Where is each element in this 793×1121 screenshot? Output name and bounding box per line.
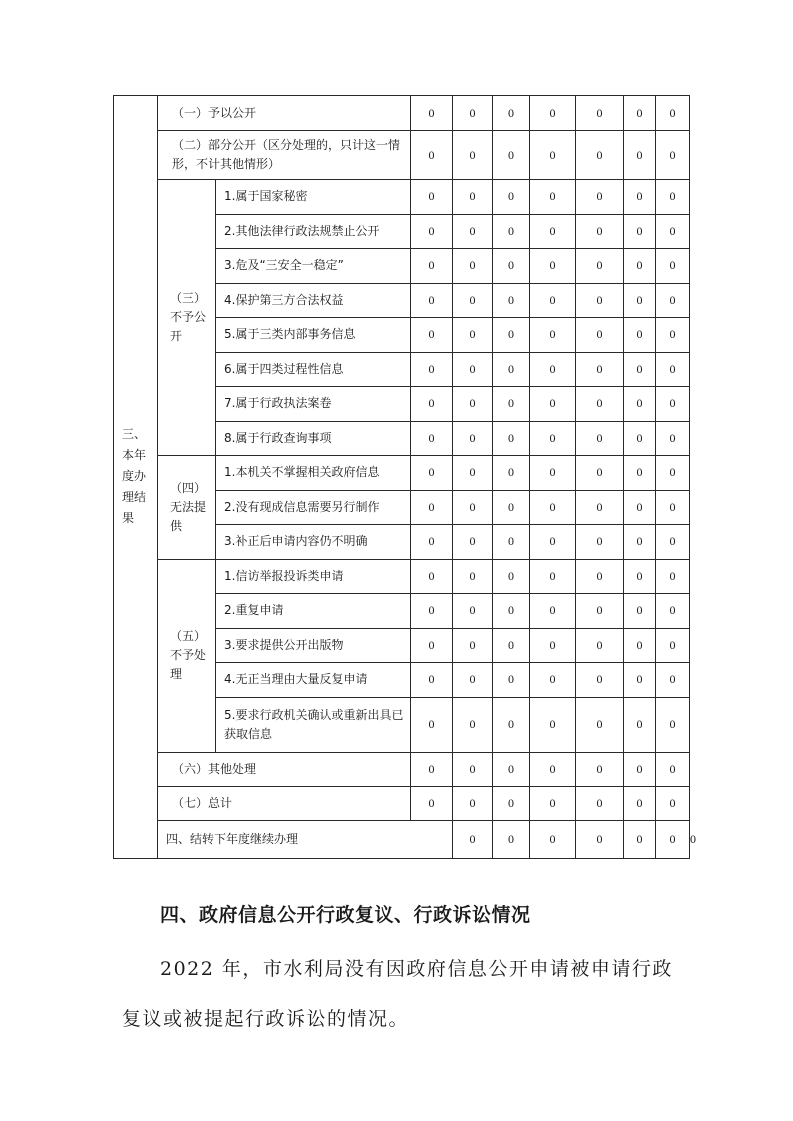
value-cell: 0: [656, 628, 690, 663]
value-cell: 0: [576, 318, 624, 353]
sub-item-label: 1.信访举报投诉类申请: [216, 559, 411, 594]
sub-item-label: 5.要求行政机关确认或重新出具已获取信息: [216, 697, 411, 752]
value-cell: 0: [656, 525, 690, 560]
value-cell: 0: [530, 131, 576, 180]
value-cell: 0: [624, 752, 656, 786]
group-label: （四）无法提供: [158, 456, 216, 560]
value-cell: 0: [530, 559, 576, 594]
value-cell: 0: [656, 490, 690, 525]
value-cell: 0: [411, 490, 453, 525]
value-cell: 0: [656, 421, 690, 456]
sub-item-label: 1.本机关不掌握相关政府信息: [216, 456, 411, 491]
value-cell: 0: [493, 525, 530, 560]
value-cell: 0: [656, 456, 690, 491]
value-cell: 0: [493, 131, 530, 180]
value-cell: 0: [576, 697, 624, 752]
sub-item-label: 2.没有现成信息需要另行制作: [216, 490, 411, 525]
value-cell: 0: [453, 387, 493, 422]
section-heading: 四、政府信息公开行政复议、行政诉讼情况: [160, 904, 531, 926]
value-cell: 0: [576, 456, 624, 491]
value-cell: 0: [530, 96, 576, 131]
value-cell: 0: [530, 594, 576, 629]
value-cell: 0: [493, 283, 530, 318]
value-cell: 0: [530, 456, 576, 491]
group-label: （三）不予公开: [158, 180, 216, 456]
value-cell: 0: [530, 628, 576, 663]
sub-item-label: 3.要求提供公开出版物: [216, 628, 411, 663]
value-cell: 0: [656, 786, 690, 820]
value-cell: 0: [656, 594, 690, 629]
paragraph-line-1: 2022 年，市水利局没有因政府信息公开申请被申请行政: [160, 958, 673, 980]
value-cell: 0: [453, 525, 493, 560]
value-cell: 0: [453, 697, 493, 752]
value-cell: 0: [576, 180, 624, 215]
value-cell: 0: [530, 786, 576, 820]
value-cell: 0: [530, 283, 576, 318]
value-cell: 0: [530, 249, 576, 284]
value-cell: 0: [576, 490, 624, 525]
value-cell: 0: [453, 752, 493, 786]
value-cell: 0: [576, 663, 624, 698]
value-cell: 0: [411, 249, 453, 284]
value-cell: 0: [411, 283, 453, 318]
value-cell: 0: [411, 697, 453, 752]
value-cell: 0: [411, 628, 453, 663]
value-cell: 0: [624, 490, 656, 525]
sub-item-label: 7.属于行政执法案卷: [216, 387, 411, 422]
value-cell: 0: [530, 525, 576, 560]
sub-item-label: 4.保护第三方合法权益: [216, 283, 411, 318]
value-cell: 0: [576, 559, 624, 594]
sub-item-label: 4.无正当理由大量反复申请: [216, 663, 411, 698]
value-cell: 0: [453, 628, 493, 663]
value-cell: 0: [493, 594, 530, 629]
value-cell: 0: [576, 283, 624, 318]
value-cell: 0: [530, 820, 576, 858]
value-cell: 0: [624, 387, 656, 422]
value-cell: 0: [656, 752, 690, 786]
value-cell: 0: [453, 352, 493, 387]
value-cell: 0: [624, 628, 656, 663]
row-label: （七）总计: [158, 786, 411, 820]
value-cell: 0: [493, 180, 530, 215]
value-cell: 0: [493, 352, 530, 387]
value-cell: 0: [530, 318, 576, 353]
value-cell: 0: [493, 752, 530, 786]
value-cell: 0: [453, 180, 493, 215]
value-cell: 0: [624, 594, 656, 629]
value-cell: 0: [656, 96, 690, 131]
value-cell: 0: [530, 697, 576, 752]
value-cell: 0: [656, 352, 690, 387]
value-cell: 0: [576, 249, 624, 284]
value-cell: 0: [624, 318, 656, 353]
row-label: （六）其他处理: [158, 752, 411, 786]
value-cell: 0: [530, 180, 576, 215]
value-cell: 0: [624, 663, 656, 698]
value-cell: 0: [624, 352, 656, 387]
value-cell: 0: [493, 820, 530, 858]
value-cell: 0: [411, 180, 453, 215]
value-cell: 0: [624, 131, 656, 180]
value-cell: 0: [453, 96, 493, 131]
value-cell: 0: [624, 180, 656, 215]
value-cell: 0: [624, 559, 656, 594]
value-cell: 0: [656, 697, 690, 752]
sub-item-label: 2.重复申请: [216, 594, 411, 629]
value-cell: 0: [493, 786, 530, 820]
value-cell: 0: [453, 283, 493, 318]
value-cell: 0: [453, 594, 493, 629]
value-cell: 0: [493, 559, 530, 594]
value-cell: 0: [624, 421, 656, 456]
value-cell: 0: [576, 628, 624, 663]
value-cell: 0: [411, 559, 453, 594]
value-cell: 0: [493, 663, 530, 698]
value-cell: 0: [411, 387, 453, 422]
value-cell: 0: [656, 214, 690, 249]
value-cell: 0: [624, 96, 656, 131]
section-paragraph: [122, 944, 700, 1044]
value-cell: 0: [576, 594, 624, 629]
sub-item-label: 3.补正后申请内容仍不明确: [216, 525, 411, 560]
value-cell: 0: [493, 421, 530, 456]
value-cell: 0: [530, 663, 576, 698]
value-cell: 0: [493, 490, 530, 525]
value-cell: 0: [411, 96, 453, 131]
value-cell: 0: [624, 820, 656, 858]
value-cell: 0: [576, 352, 624, 387]
value-cell: 0: [493, 214, 530, 249]
sub-item-label: 8.属于行政查询事项: [216, 421, 411, 456]
value-cell: 0: [453, 786, 493, 820]
value-cell: 0: [453, 249, 493, 284]
value-cell: 0: [624, 697, 656, 752]
value-cell: 0: [656, 318, 690, 353]
value-cell: 0: [656, 559, 690, 594]
value-cell: 0: [624, 283, 656, 318]
value-cell: 0: [411, 786, 453, 820]
value-cell: 0: [411, 318, 453, 353]
value-cell: 0: [453, 490, 493, 525]
value-cell: 0: [411, 525, 453, 560]
value-cell: 0: [411, 352, 453, 387]
value-cell: 0: [493, 628, 530, 663]
value-cell: 0: [576, 525, 624, 560]
value-cell: 0: [493, 96, 530, 131]
value-cell: 0: [576, 131, 624, 180]
value-cell: 0: [530, 752, 576, 786]
value-cell: 0: [493, 697, 530, 752]
value-cell: 0: [530, 214, 576, 249]
section3-label: 三、本年度办理结果: [114, 96, 158, 859]
value-cell: 0: [411, 131, 453, 180]
sub-item-label: 1.属于国家秘密: [216, 180, 411, 215]
value-cell: 0: [411, 421, 453, 456]
value-cell: 0: [624, 786, 656, 820]
value-cell: 0: [624, 249, 656, 284]
value-cell: 0: [530, 352, 576, 387]
section4-label: 四、结转下年度继续办理: [158, 820, 453, 858]
value-cell: 0: [624, 525, 656, 560]
value-cell: 0: [576, 96, 624, 131]
sub-item-label: 3.危及“三安全一稳定”: [216, 249, 411, 284]
value-cell: 0: [411, 752, 453, 786]
value-cell: 0: [576, 421, 624, 456]
value-cell: 0: [656, 387, 690, 422]
value-cell: 0: [411, 594, 453, 629]
value-cell: 0: [411, 663, 453, 698]
value-cell: 0: [453, 663, 493, 698]
value-cell: 0: [576, 752, 624, 786]
value-cell: 0: [453, 318, 493, 353]
row-label: （二）部分公开（区分处理的，只计这一情形，不计其他情形）: [158, 131, 411, 180]
value-cell: 0: [656, 283, 690, 318]
value-cell: 0: [530, 421, 576, 456]
value-cell: 0: [411, 214, 453, 249]
value-cell: 0: [624, 456, 656, 491]
value-cell: 0: [493, 318, 530, 353]
sub-item-label: 5.属于三类内部事务信息: [216, 318, 411, 353]
sub-item-label: 2.其他法律行政法规禁止公开: [216, 214, 411, 249]
value-cell: 0: [453, 421, 493, 456]
value-cell: 0: [453, 456, 493, 491]
value-cell: 0: [453, 559, 493, 594]
value-cell: 0: [576, 214, 624, 249]
value-cell: 0: [493, 456, 530, 491]
value-cell: 0: [576, 387, 624, 422]
value-cell: 0: [576, 786, 624, 820]
value-cell: 0: [453, 214, 493, 249]
group-label: （五）不予处理: [158, 559, 216, 752]
value-cell: 0: [453, 131, 493, 180]
value-cell: 0: [530, 387, 576, 422]
results-table: 三、本年度办理结果 （一）予以公开 0 0 0 0 0 0 0 （二）部分公开（区分处理的，只计这一情形，不计其他情形） 0 0 0 0 0 0 0 （三）不予公开 1.属于国家秘密 0 0 0 0 0 0 0 2.其他法律行政法规禁止公开 0 0 0 0 0 0 0 3.危及“三安全一稳定” 0 0 0 0 0 0 0 4.保护第三方合法权益 0 0 0 0 0 0 0 5.属于三类内部事务信息 0 0 0 0 0 0 0 6.属于四类过程性信息 0 0 0 0 0 0 0 7.属于行政执法案卷 0 0 0 0 0 0 0 8.属于行政查询事项 0 0 0 0 0 0 0 （四）无法提供 1.本机关不掌握相关政府信息 0 0 0 0 0 0 0 2.没有现成信息需要另行制作 0 0 0 0 0 0 0 3.补正后申请内容仍不明确 0 0 0 0 0 0 0 （五）不予处理 1.信访举报投诉类申请 0 0 0 0 0 0 0 2.重复申请 0 0 0 0 0 0 0 3.要求提供公开出版物 0 0 0 0 0 0 0 4.无正当理由大量反复申请 0 0 0 0 0 0 0 5.要求行政机关确认或重新出具已获取信息 0 0 0 0 0 0 0 （六）其他处理 0 0 0 0 0 0 0 （七）总计 0 0 0 0 0 0 0 四、结转下年度继续办理 0 0 0 0 0 0 0: [113, 95, 690, 859]
value-cell: 0: [453, 820, 493, 858]
value-cell: 0: [656, 663, 690, 698]
row-label: （一）予以公开: [158, 96, 411, 131]
sub-item-label: 6.属于四类过程性信息: [216, 352, 411, 387]
value-cell: 0: [656, 180, 690, 215]
value-cell: 0: [656, 820, 690, 858]
value-cell: 0: [656, 131, 690, 180]
value-cell: 0: [530, 490, 576, 525]
value-cell: 0: [411, 456, 453, 491]
value-cell: 0: [624, 214, 656, 249]
paragraph-line-2: 复议或被提起行政诉讼的情况。: [122, 1008, 410, 1030]
value-cell: 0: [656, 249, 690, 284]
value-cell: 0: [493, 249, 530, 284]
value-cell: 0: [493, 387, 530, 422]
value-cell: 0: [576, 820, 624, 858]
